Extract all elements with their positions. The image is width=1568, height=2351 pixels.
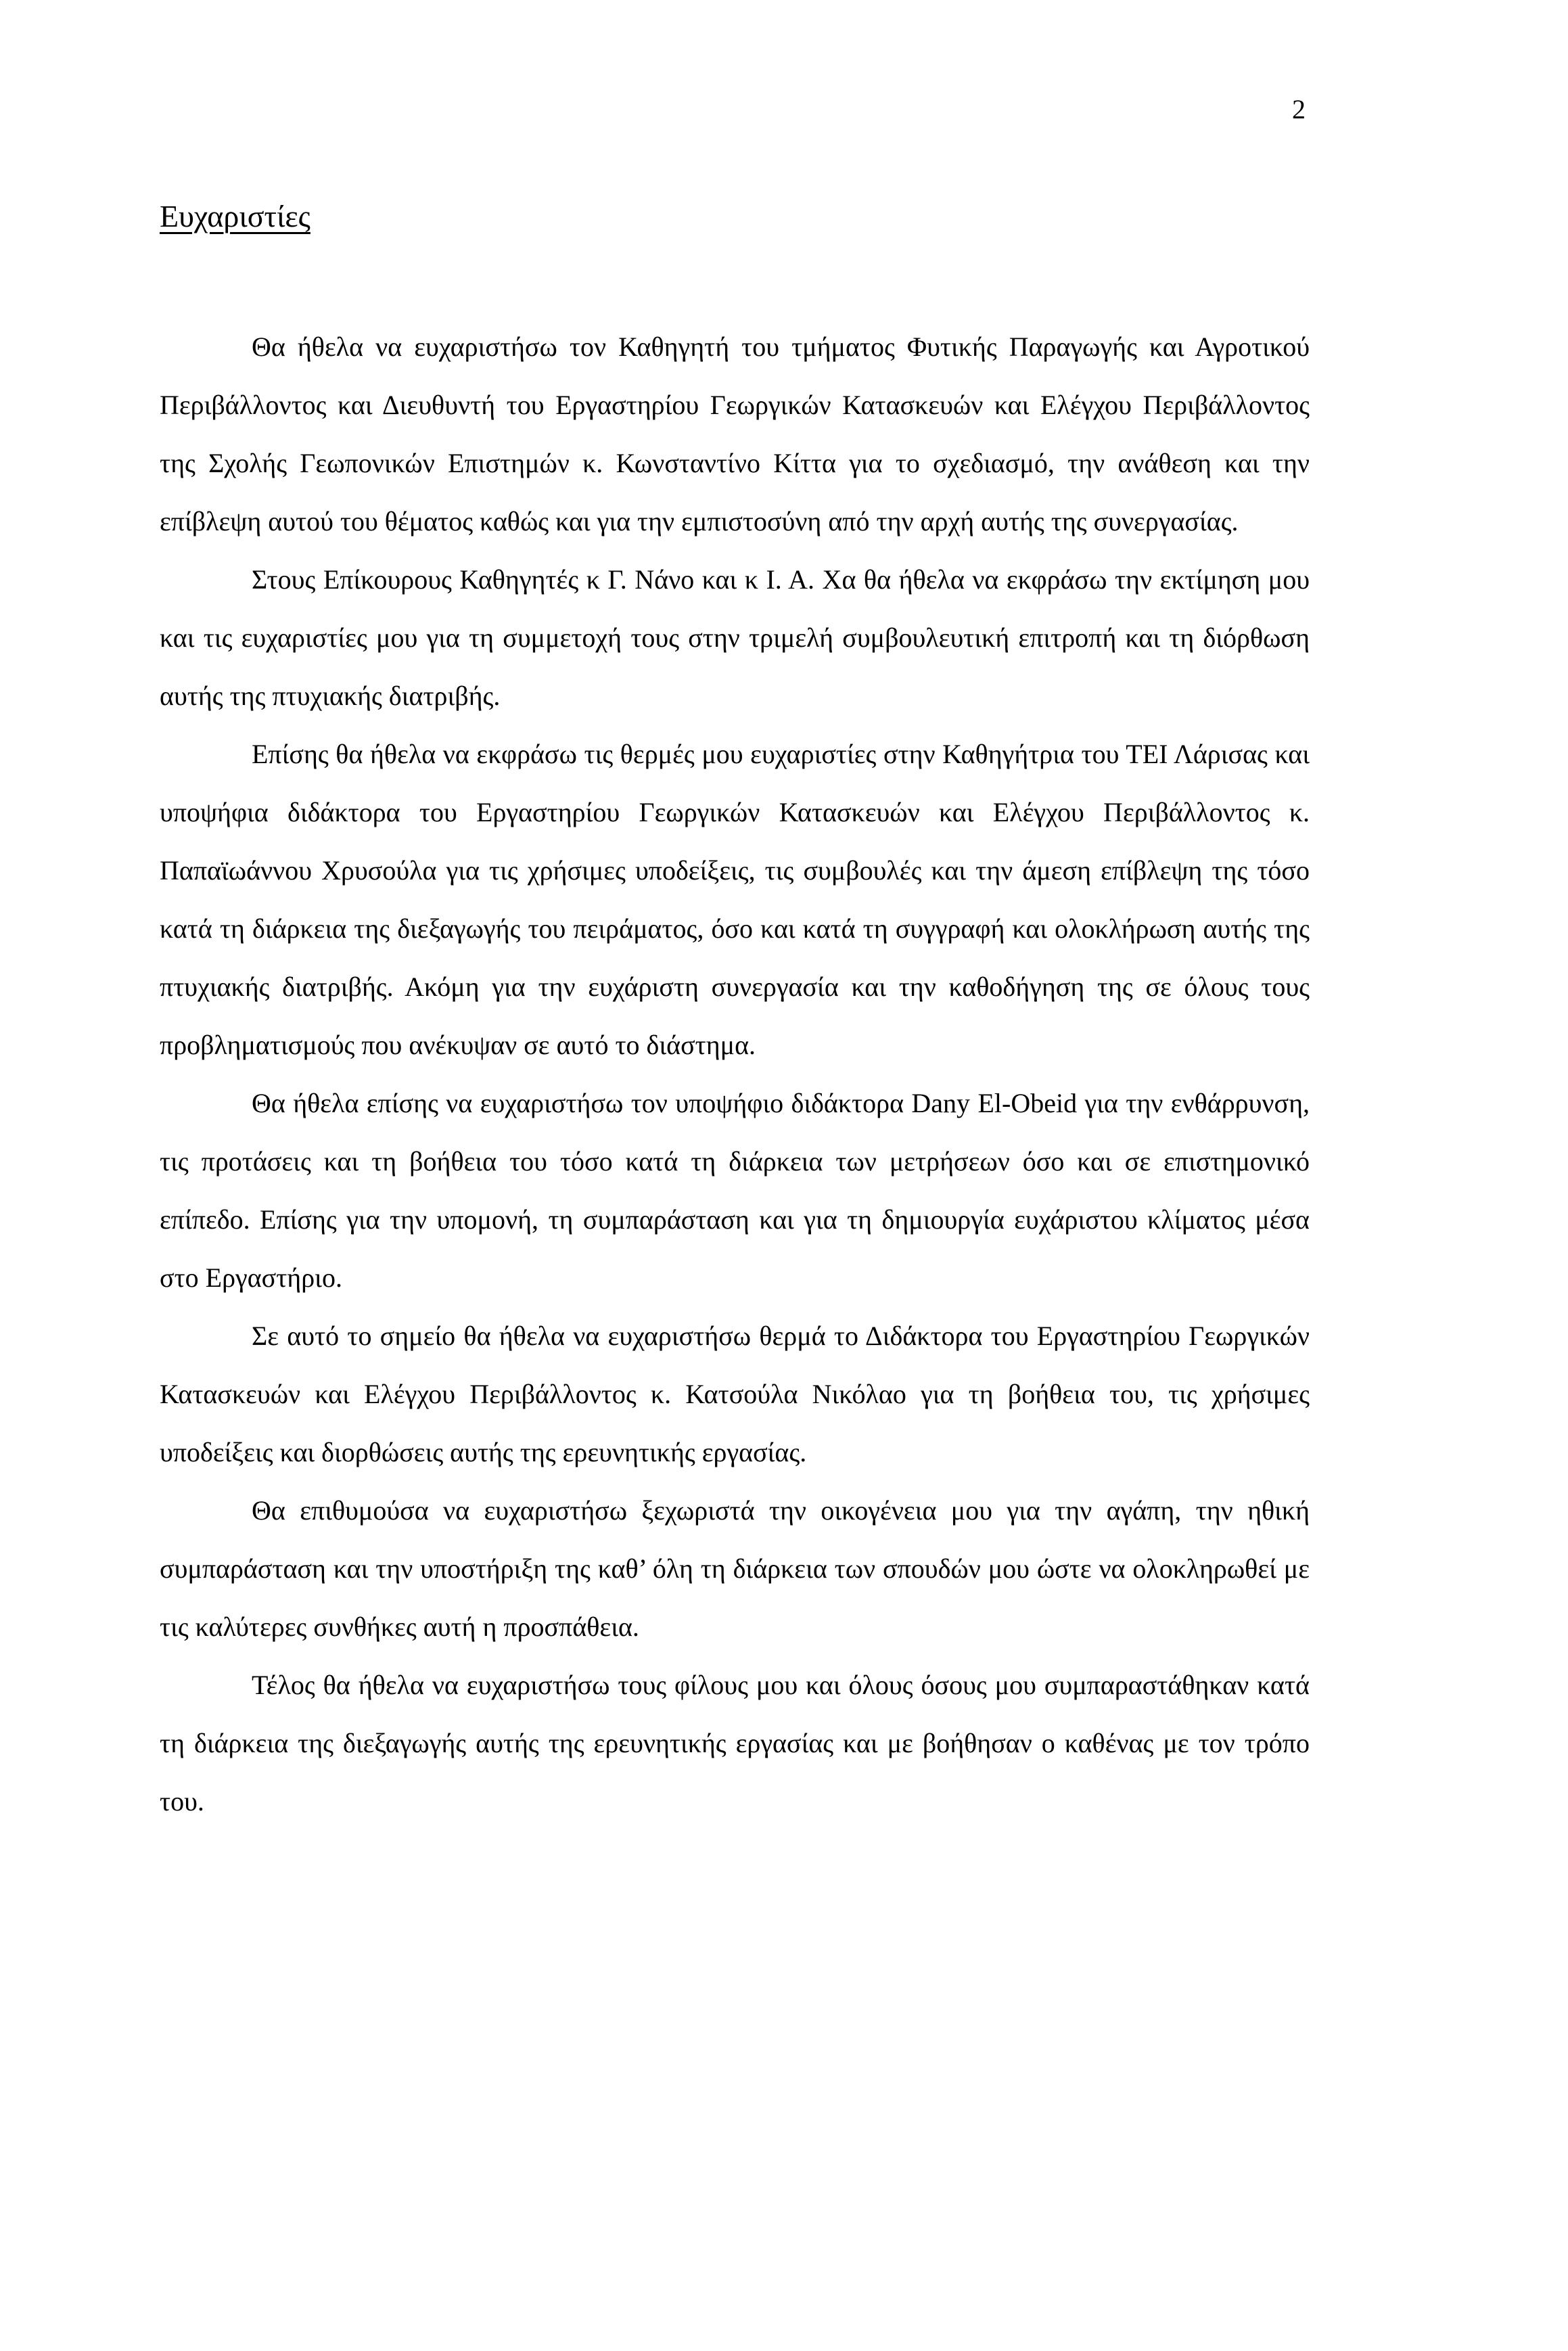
acknowledgements-body: [160, 318, 1310, 1831]
paragraph-committee: Στους Επίκουρους Καθηγητές κ Γ. Νάνο και κ Ι. Α. Χα θα ήθελα να εκφράσω την εκτίμηση μου και τις ευχαριστίες μου για τη συμμετοχή τους στην τριμελή συμβουλευτική επιτροπή και τη διόρθωση αυτής της πτυχιακής διατριβής.: [160, 564, 1310, 711]
paragraph-advisor: Επίσης θα ήθελα να εκφράσω τις θερμές μου ευχαριστίες στην Καθηγήτρια του ΤΕΙ Λάρισας και υποψήφια διδάκτορα του Εργαστηρίου Γεωργικών Κατασκευών και Ελέγχου Περιβάλλοντος κ. Παπαϊωάννου Χρυσούλα για τις χρήσιμες υποδείξεις, τις συμβουλές και την άμεση επίβλεψη της τόσο κατά τη διάρκεια της διεξαγωγής του πειράματος, όσο και κατά τη συγγραφή και ολοκλήρωση αυτής της πτυχιακής διατριβής. Ακόμη για την ευχάριστη συνεργασία και την καθοδήγηση της σε όλους τους προβληματισμούς που ανέκυψαν σε αυτό το διάστημα.: [160, 739, 1310, 1060]
paragraph-phd-candidate: Θα ήθελα επίσης να ευχαριστήσω τον υποψήφιο διδάκτορα Dany El-Obeid για την ενθάρρυνση, τις προτάσεις και τη βοήθεια του τόσο κατά τη διάρκεια των μετρήσεων όσο και σε επιστημονικό επίπεδο. Επίσης για την υπομονή, τη συμπαράσταση και για τη δημιουργία ευχάριστου κλίματος μέσα στο Εργαστήριο.: [160, 1088, 1310, 1293]
paragraph-friends: Τέλος θα ήθελα να ευχαριστήσω τους φίλους μου και όλους όσους μου συμπαραστάθηκαν κατά τη διάρκεια της διεξαγωγής αυτής της ερευνητικής εργασίας και με βοήθησαν ο καθένας με τον τρόπο του.: [160, 1670, 1310, 1817]
page-title: Ευχαριστίες: [160, 199, 310, 233]
paragraph-family: Θα επιθυμούσα να ευχαριστήσω ξεχωριστά την οικογένεια μου για την αγάπη, την ηθική συμπαράσταση και την υποστήριξη της καθ’ όλη τη διάρκεια των σπουδών μου ώστε να ολοκληρωθεί με τις καλύτερες συνθήκες αυτή η προσπάθεια.: [160, 1495, 1310, 1642]
paragraph-supervisor: Θα ήθελα να ευχαριστήσω τον Καθηγητή του τμήματος Φυτικής Παραγωγής και Αγροτικού Περιβάλλοντος και Διευθυντή του Εργαστηρίου Γεωργικών Κατασκευών και Ελέγχου Περιβάλλοντος της Σχολής Γεωπονικών Επιστημών κ. Κωνσταντίνο Κίττα για το σχεδιασμό, την ανάθεση και την επίβλεψη αυτού του θέματος καθώς και για την εμπιστοσύνη από την αρχή αυτής της συνεργασίας.: [160, 332, 1310, 537]
page-number: 2: [1292, 94, 1306, 124]
paragraph-doctor: Σε αυτό το σημείο θα ήθελα να ευχαριστήσω θερμά το Διδάκτορα του Εργαστηρίου Γεωργικών Κατασκευών και Ελέγχου Περιβάλλοντος κ. Κατσούλα Νικόλαο για τη βοήθεια του, τις χρήσιμες υποδείξεις και διορθώσεις αυτής της ερευνητικής εργασίας.: [160, 1321, 1310, 1467]
